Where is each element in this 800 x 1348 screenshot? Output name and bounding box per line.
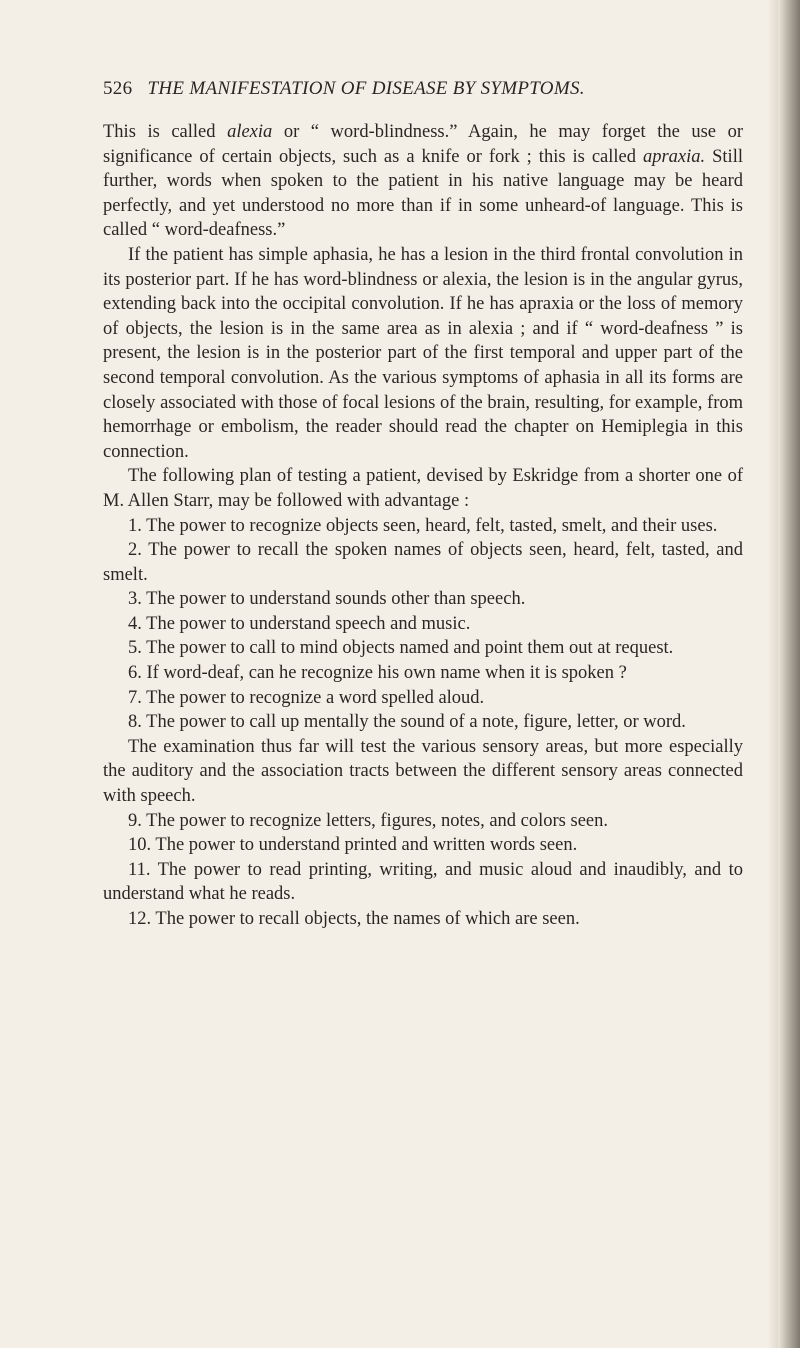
list-item-5: 5. The power to call to mind objects named and point them out at request.	[128, 638, 674, 659]
list-item-10: 10. The power to understand printed and written words seen.	[128, 835, 578, 856]
body-text	[103, 120, 743, 932]
running-title: THE MANIFESTATION OF DISEASE BY SYMPTOMS.	[147, 78, 585, 99]
list-item-2: 2. The power to recall the spoken names of objects seen, heard, felt, tasted, and smelt.	[103, 540, 743, 585]
list-item-7: 7. The power to recognize a word spelled aloud.	[128, 687, 485, 708]
paragraph-examination-note: The examination thus far will test the various sensory areas, but more especially the auditory and the association tracts between the different sensory areas connected with speech.	[103, 736, 743, 807]
page-number: 526	[103, 78, 133, 99]
list-item-9: 9. The power to recognize letters, figures, notes, and colors seen.	[128, 810, 608, 831]
list-item-6: 6. If word-deaf, can he recognize his own name when it is spoken ?	[128, 663, 627, 684]
text-run: or “ word-blindness.” Again, he may forget the use or significance of certain objects, such as a knife or fork ; this is called	[103, 122, 743, 167]
text-run: This is called	[103, 122, 228, 142]
list-item-12: 12. The power to recall objects, the names of which are seen.	[128, 909, 580, 929]
page-edge-shadow	[778, 0, 800, 1348]
term-apraxia: apraxia.	[642, 146, 706, 167]
list-item-3: 3. The power to understand sounds other than speech.	[128, 589, 526, 610]
list-item-8: 8. The power to call up mentally the sound of a note, figure, letter, or word.	[128, 712, 686, 733]
running-header	[103, 78, 743, 100]
paragraph-alexia-apraxia	[103, 120, 743, 243]
paragraph-lesion-locations: If the patient has simple aphasia, he has a lesion in the third frontal convolution in its posterior part. If he has word-blindness or alexia, the lesion is in the angular gyrus, extending back into the occipital convolution. If he has apraxia or the loss of memory of objects, the lesion is in the same area as in alexia ; and if “ word-deafness ” is present, the lesion is in the posterior part of the first temporal and upper part of the second temporal convolution. As the various symptoms of aphasia in all its forms are closely associated with those of focal lesions of the brain, resulting, for example, from hemorrhage or embolism, the reader should read the chapter on Hemiplegia in this connection.	[103, 244, 743, 462]
list-item-11: 11. The power to read printing, writing, and music aloud and inaudibly, and to understand what he reads.	[103, 859, 743, 905]
list-item-1: 1. The power to recognize objects seen, heard, felt, tasted, smelt, and their uses.	[128, 515, 718, 536]
page-edge-gradient	[768, 0, 778, 1348]
list-item-4: 4. The power to understand speech and music.	[128, 613, 471, 634]
term-alexia: alexia	[227, 122, 273, 142]
paragraph-testing-plan-intro: The following plan of testing a patient, devised by Eskridge from a shorter one of M. Allen Starr, may be followed with advantage :	[103, 466, 743, 511]
text-run: Still further, words when spoken to the patient in his native language may be heard perfectly, and yet understood no more than if in some unheard-of language. This is called “ word-deafness.”	[103, 146, 743, 241]
